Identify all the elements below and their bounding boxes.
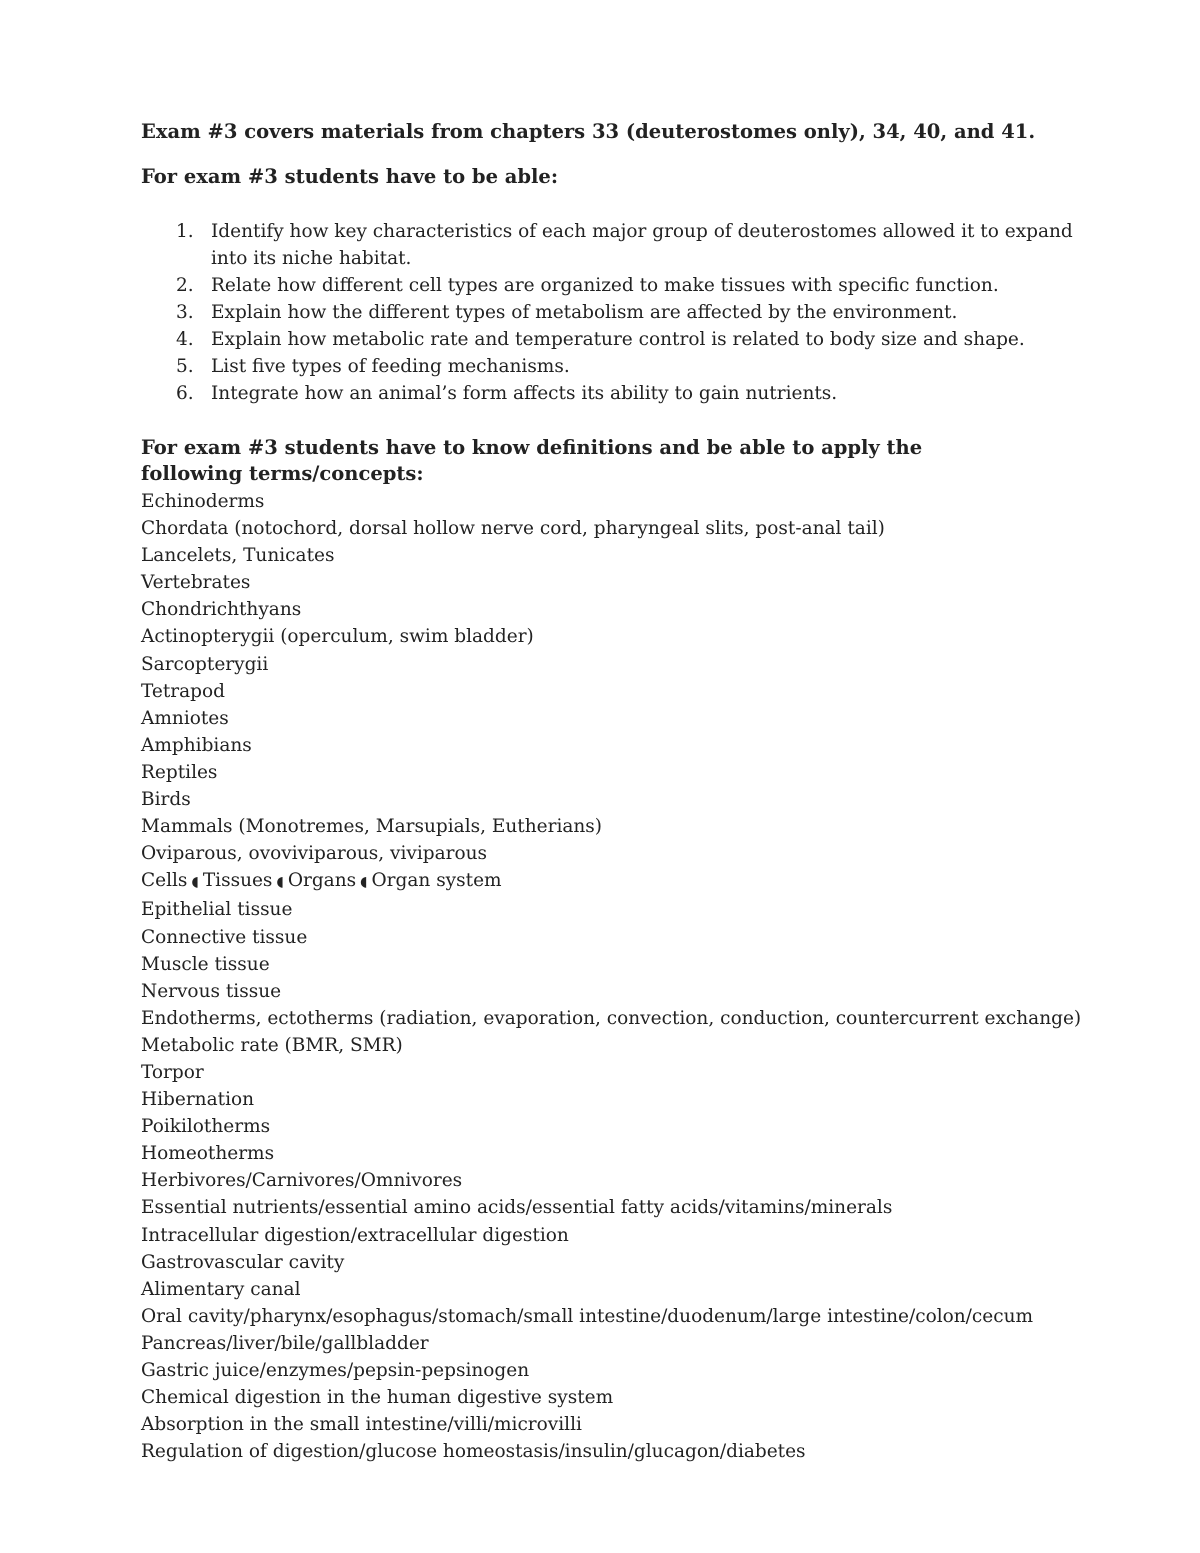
list-text: Relate how different cell types are organized to make tissues with specific function. [211,275,999,296]
term-item: Vertebrates [141,572,251,594]
arrow-symbol-icon: ◖ [360,874,368,891]
term-item: Lancelets, Tunicates [141,545,335,567]
arrow-symbol-icon: ◖ [191,874,199,891]
list-text: Integrate how an animal’s form affects its ability to gain nutrients. [211,383,838,404]
term-item: Endotherms, ectotherms (radiation, evaporation, convection, conduction, countercurrent exchange) [141,1007,1082,1029]
term-item: Echinoderms [141,491,265,512]
term-item: Actinopterygii (operculum, swim bladder) [141,626,534,648]
list-text: List five types of feeding mechanisms. [211,356,570,377]
exam-coverage-heading: Exam #3 covers materials from chapters 33 (deuterostomes only), 34, 40, and 41. [141,120,1036,143]
term-item: Metabolic rate (BMR, SMR) [141,1034,403,1056]
terms-list [141,488,1081,1465]
list-number: 6. [176,383,194,404]
list-item [141,380,1141,407]
term-item: Gastrovascular cavity [141,1251,345,1273]
term-item: Amniotes [141,707,229,729]
term-item: Mammals (Monotremes, Marsupials, Eutherians) [141,816,603,838]
term-item: Pancreas/liver/bile/gallbladder [141,1332,429,1354]
term-item: Regulation of digestion/glucose homeostasis/insulin/glucagon/diabetes [141,1441,806,1463]
objectives-heading: For exam #3 students have to be able: [141,165,559,188]
cells-label: Cells [141,870,188,892]
organs-label: Organs [287,870,357,892]
list-text: Explain how metabolic rate and temperature control is related to body size and shape. [211,329,1025,350]
terms-heading: For exam #3 students have to know definitions and be able to apply the following terms/concepts: [141,436,923,485]
list-item [141,299,1141,326]
term-item: Gastric juice/enzymes/pepsin-pepsinogen [141,1360,530,1381]
list-text: Identify how key characteristics of each major group of deuterostomes allowed it to expand into its niche habitat. [211,221,1073,269]
term-item: Muscle tissue [141,953,270,975]
list-number: 2. [176,275,194,296]
term-item: Amphibians [141,734,252,756]
list-number: 1. [176,221,194,242]
list-number: 3. [176,302,194,323]
term-item: Sarcopterygii [141,653,269,675]
term-item: Herbivores/Carnivores/Omnivores [141,1170,463,1192]
term-item: Alimentary canal [141,1278,301,1300]
term-item: Birds [141,789,191,811]
term-item: Hibernation [141,1089,255,1111]
term-item: Chordata (notochord, dorsal hollow nerve cord, pharyngeal slits, post-anal tail) [141,518,885,540]
term-item: Poikilotherms [141,1116,271,1138]
arrow-symbol-icon: ◖ [276,874,284,891]
tissues-label: Tissues [202,870,273,892]
term-item: Homeotherms [141,1143,275,1165]
term-item: Connective tissue [141,926,308,948]
term-item: Torpor [141,1061,204,1083]
list-item [141,353,1141,380]
term-item: Oviparous, ovoviviparous, viviparous [141,843,488,865]
term-item: Tetrapod [141,680,225,702]
term-item: Chemical digestion in the human digestive system [141,1387,614,1409]
term-item: Reptiles [141,761,218,783]
list-item [141,326,1141,353]
term-item: Absorption in the small intestine/villi/microvilli [141,1414,582,1436]
list-item [141,272,1141,299]
term-item: Epithelial tissue [141,899,293,921]
organ-system-label: Organ system [371,870,502,892]
list-number: 4. [176,329,194,350]
objectives-list [141,218,1141,407]
term-item: Oral cavity/pharynx/esophagus/stomach/small intestine/duodenum/large intestine/colon/cecum [141,1305,1034,1327]
term-item-hierarchy [141,867,1081,896]
term-item: Essential nutrients/essential amino acids/essential fatty acids/vitamins/minerals [141,1197,893,1219]
list-item [141,218,1141,272]
list-text: Explain how the different types of metabolism are affected by the environment. [211,302,958,323]
term-item: Chondrichthyans [141,599,302,621]
term-item: Nervous tissue [141,980,282,1002]
term-item: Intracellular digestion/extracellular digestion [141,1224,569,1246]
list-number: 5. [176,356,194,377]
